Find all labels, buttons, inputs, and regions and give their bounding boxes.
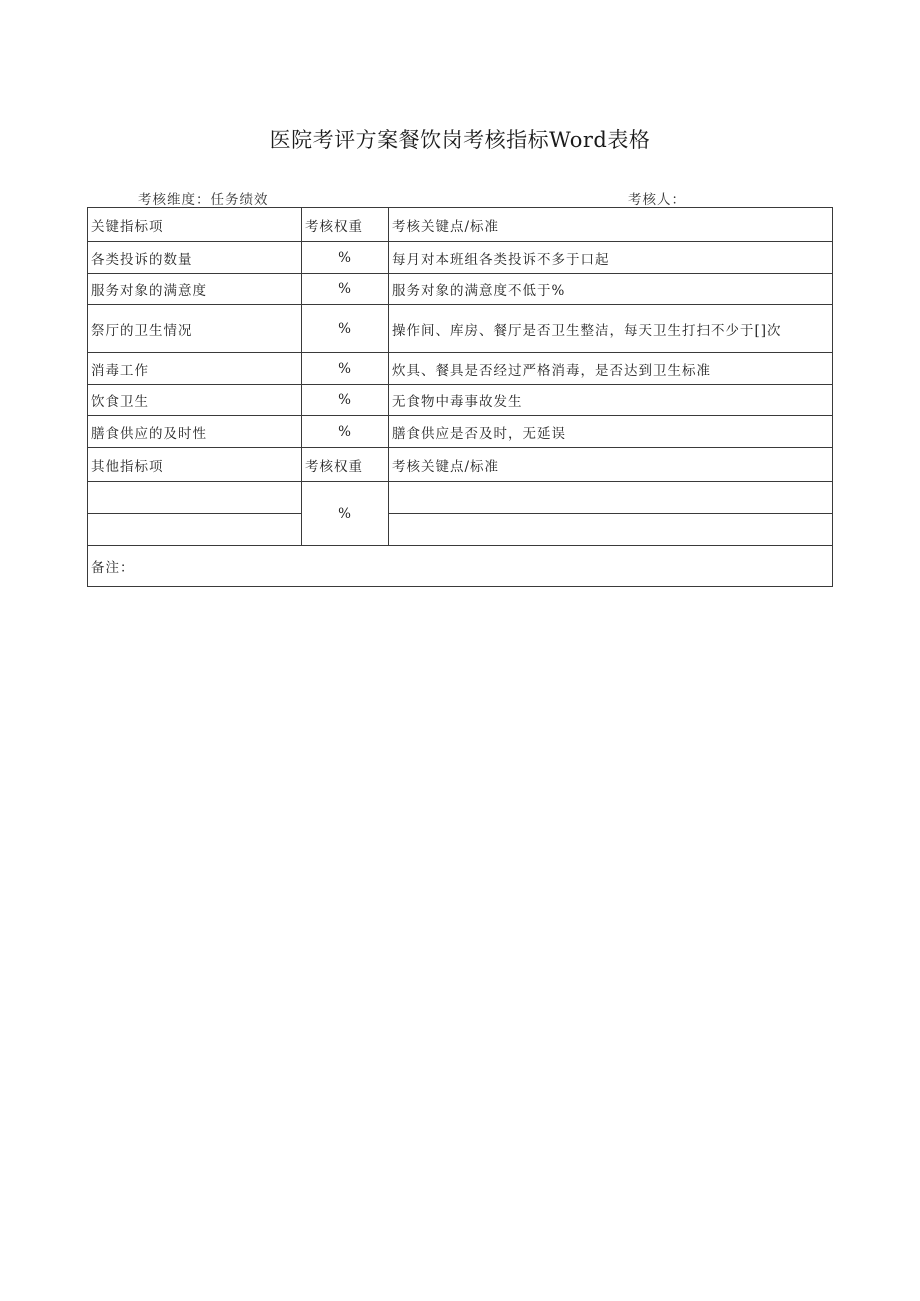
header-weight: 考核权重	[302, 208, 389, 242]
row-weight: %	[302, 274, 389, 305]
row-item: 膳食供应的及时性	[88, 416, 302, 448]
other-weight-cell: %	[302, 482, 389, 546]
row-standard: 膳食供应是否及时，无延误	[389, 416, 833, 448]
row-item: 消毒工作	[88, 353, 302, 385]
row-item: 祭厅的卫生情况	[88, 305, 302, 353]
other-standard-cell	[389, 514, 833, 546]
row-item: 饮食卫生	[88, 385, 302, 416]
other-header-weight: 考核权重	[302, 448, 389, 482]
assessment-dimension-label: 考核维度：任务绩效	[138, 192, 269, 208]
table-row	[88, 416, 833, 448]
remarks-row	[88, 546, 833, 587]
row-standard: 服务对象的满意度不低于%	[389, 274, 833, 305]
row-weight: %	[302, 305, 389, 353]
row-item: 各类投诉的数量	[88, 242, 302, 274]
assessor-label: 考核人：	[628, 192, 686, 208]
page-title: 医院考评方案餐饮岗考核指标Word表格	[269, 128, 651, 152]
assessment-table	[87, 207, 833, 587]
key-header-row	[88, 208, 833, 242]
other-header-row	[88, 448, 833, 482]
row-standard: 每月对本班组各类投诉不多于口起	[389, 242, 833, 274]
table-row	[88, 353, 833, 385]
row-weight: %	[302, 416, 389, 448]
table-row	[88, 385, 833, 416]
table-row	[88, 274, 833, 305]
other-standard-cell	[389, 482, 833, 514]
other-row-2	[88, 514, 833, 546]
other-item-cell	[88, 482, 302, 514]
row-item: 服务对象的满意度	[88, 274, 302, 305]
header-item: 关键指标项	[88, 208, 302, 242]
other-header-item: 其他指标项	[88, 448, 302, 482]
row-weight: %	[302, 242, 389, 274]
table-row	[88, 305, 833, 353]
row-standard: 炊具、餐具是否经过严格消毒，是否达到卫生标准	[389, 353, 833, 385]
header-standard: 考核关键点/标准	[389, 208, 833, 242]
other-item-cell	[88, 514, 302, 546]
row-standard: 操作间、库房、餐厅是否卫生整洁，每天卫生打扫不少于[]次	[389, 305, 833, 353]
other-row-1	[88, 482, 833, 514]
row-standard: 无食物中毒事故发生	[389, 385, 833, 416]
other-header-standard: 考核关键点/标准	[389, 448, 833, 482]
table-row	[88, 242, 833, 274]
row-weight: %	[302, 385, 389, 416]
row-weight: %	[302, 353, 389, 385]
remarks-label: 备注：	[88, 546, 833, 587]
